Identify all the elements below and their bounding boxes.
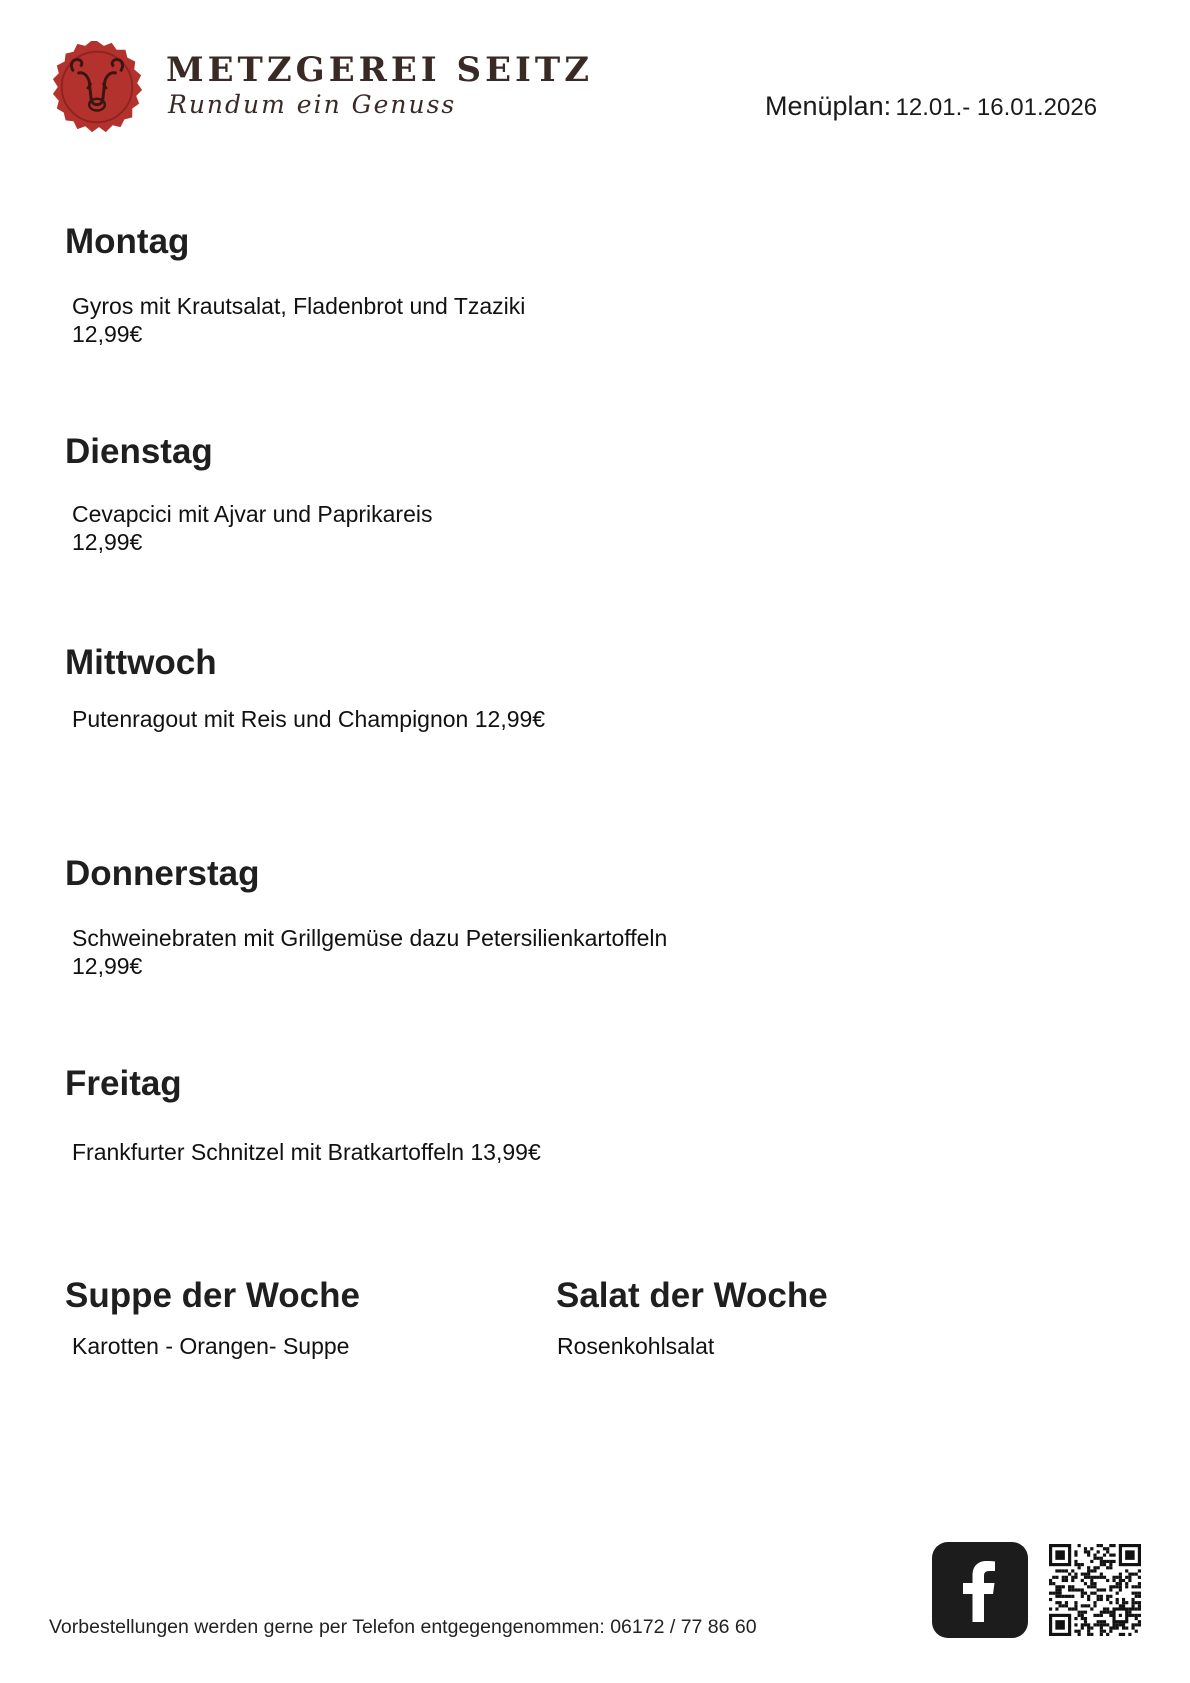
menu-plan-label: Menüplan: xyxy=(765,91,892,121)
dish-text: Cevapcici mit Ajvar und Paprikareis xyxy=(72,501,433,527)
bull-head-seal-icon xyxy=(48,38,146,136)
day-title-mittwoch: Mittwoch xyxy=(65,643,217,682)
dish-price: 12,99€ xyxy=(72,529,143,555)
dish-text: Putenragout mit Reis und Champignon 12,99€ xyxy=(72,706,546,732)
salad-title: Salat der Woche xyxy=(556,1276,828,1315)
dish-donnerstag xyxy=(72,924,667,980)
day-title-dienstag: Dienstag xyxy=(65,432,213,471)
day-title-montag: Montag xyxy=(65,222,190,261)
day-title-freitag: Freitag xyxy=(65,1064,182,1103)
dish-text: Frankfurter Schnitzel mit Bratkartoffeln 13,99€ xyxy=(72,1139,541,1165)
soup-title: Suppe der Woche xyxy=(65,1276,360,1315)
menu-plan-dates: 12.01.- 16.01.2026 xyxy=(895,94,1098,121)
brand-name: METZGEREI SEITZ xyxy=(166,50,594,90)
qr-code-icon[interactable] xyxy=(1049,1544,1141,1636)
soup-item: Karotten - Orangen- Suppe xyxy=(72,1333,350,1359)
dish-text: Schweinebraten mit Grillgemüse dazu Petersilienkartoffeln xyxy=(72,925,668,951)
menu-plan xyxy=(765,91,1097,122)
dish-montag xyxy=(72,292,525,348)
day-title-donnerstag: Donnerstag xyxy=(65,854,260,893)
dish-price: 12,99€ xyxy=(72,953,143,979)
dish-text: Gyros mit Krautsalat, Fladenbrot und Tzaziki xyxy=(72,293,526,319)
footer-note: Vorbestellungen werden gerne per Telefon entgegengenommen: 06172 / 77 86 60 xyxy=(49,1616,757,1638)
facebook-icon[interactable] xyxy=(932,1542,1028,1638)
dish-freitag xyxy=(72,1138,541,1166)
brand-tagline: Rundum ein Genuss xyxy=(168,90,457,119)
dish-price: 12,99€ xyxy=(72,321,143,347)
salad-item: Rosenkohlsalat xyxy=(557,1333,715,1359)
dish-dienstag xyxy=(72,500,432,556)
facebook-glyph xyxy=(932,1542,1028,1638)
dish-mittwoch xyxy=(72,705,545,733)
